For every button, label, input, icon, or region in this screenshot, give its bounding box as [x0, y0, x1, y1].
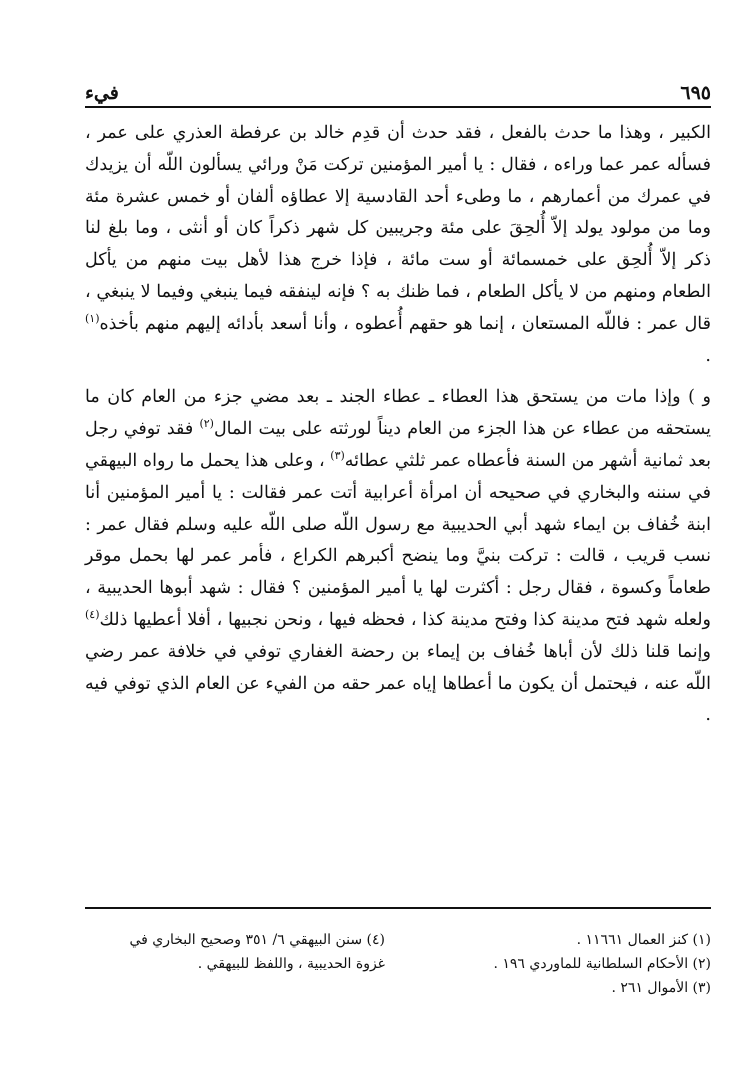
footnote-ref-1[interactable]: (١) — [85, 311, 100, 325]
page-header — [85, 74, 711, 104]
footnote-4: (٤) سنن البيهقي ٦/ ٣٥١ وصحيح البخاري في — [129, 932, 385, 948]
header-divider — [85, 106, 711, 108]
footnote-4-continued: غزوة الحديبية ، واللفظ للبيهقي . — [197, 956, 385, 972]
footnote-ref-3[interactable]: (٣) — [330, 449, 345, 463]
footnote-3: (٣) الأموال ٢٦١ . — [611, 980, 711, 996]
footnote-ref-2[interactable]: (٢) — [199, 417, 214, 431]
footnote-2: (٢) الأحكام السلطانية للماوردي ١٩٦ . — [493, 956, 711, 972]
paragraph-2-text-a: و ) وإذا مات من يستحق هذا العطاء ـ عطاء الجند ـ بعد مضي جزء من العام كان ما يستحقه من عطاء عن هذا الجزء من العام ديناً لورثته على بيت المال — [85, 387, 711, 440]
page-title: فيء — [85, 82, 119, 104]
paragraph-1 — [85, 118, 711, 372]
paragraph-2-text-b: فقد توفي رجل بعد ثمانية أشهر من السنة فأعطاه عمر ثلثي عطائه — [85, 419, 711, 471]
paragraph-2-text-c: ، وعلى هذا يحمل ما رواه البيهقي في سننه والبخاري في صحيحه أن امرأة أعرابية أتت عمر فقالت : يا أمير المؤمنين أنا ابنة خُفاف بن ايماء شهد أبي الحديبية مع رسول اللّه صلى اللّه عليه وسلم فقال عمر : نسب قريب ، قالت : تركت بنيَّ وما ينضح أكبرهم الكراع ، فأمر عمر لها بحمل موقر طعاماً وكسوة ، فقال رجل : أكثرت لها يا أمير المؤمنين ؟ فقال : شهد أبوها الحديبية ، ولعله شهد فتح مدينة كذا وفتح مدينة كذا ، فحظه فيها ، ونحن نجبيها ، أفلا أعطيها ذلك — [85, 450, 711, 630]
paragraph-1-end: . — [705, 345, 711, 366]
paragraph-2 — [85, 382, 711, 732]
footnotes-right-column — [411, 928, 711, 1000]
paragraph-1-text: الكبير ، وهذا ما حدث بالفعل ، فقد حدث أن قدِم خالد بن عرفطة العذري على عمر ، فسأله عمر عما وراءه ، فقال : يا أمير المؤمنين تركت مَنْ ورائي يسألون اللّه أن يزيدك في عمرك من أعمارهم ، ما وطىء أحد القادسية إلا عطاؤه ألفان أو خمس عشرة مئة وما من مولود يولد إلاّ أُلحِقَ على مئة وجريبين كل شهر ذكراً كان أو أنثى ، وما بلغ لنا ذكر إلاّ أُلحِق على خمسمائة أو ست مائة ، فإذا خرج هذا لأهل بيت منهم من يأكل الطعام ومنهم من لا يأكل الطعام ، فما ظنك به ؟ فإنه لينفقه فيما ينبغي وفيما لا ينبغي ، قال عمر : فاللّه المستعان ، إنما هو حقهم أُعطوه ، وأنا أسعد بأدائه إليهم منهم بأخذه — [85, 123, 711, 334]
footnotes — [85, 928, 711, 1000]
footnote-ref-4[interactable]: (٤) — [85, 608, 100, 622]
footnote-1: (١) كنز العمال ١١٦٦١ . — [576, 932, 711, 948]
paragraph-2-text-d: وإنما قلنا ذلك لأن أباها خُفاف بن إيماء بن رحضة الغفاري توفي في خلافة عمر رضي اللّه عنه ، فيحتمل أن يكون ما أعطاها إياه عمر حقه من الفيء عن العام الذي توفي فيه . — [85, 641, 711, 726]
footnote-divider — [85, 907, 711, 909]
footnotes-left-column — [85, 928, 385, 1000]
page-number: ٦٩٥ — [680, 82, 711, 104]
main-text — [85, 118, 711, 742]
